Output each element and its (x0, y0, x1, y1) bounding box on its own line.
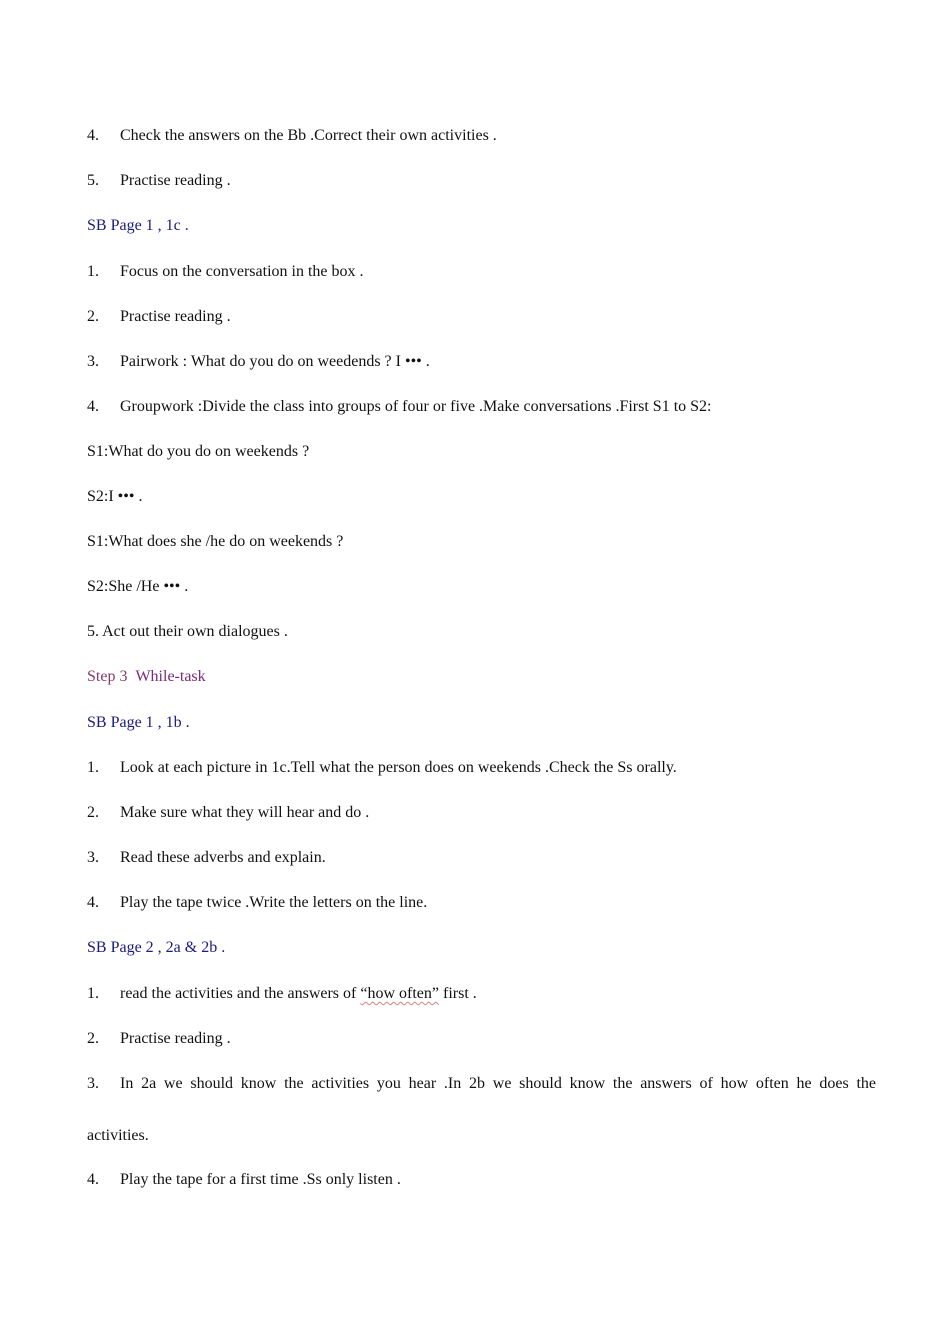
item-text: Practise reading . (120, 172, 231, 189)
step-title: While-task (135, 668, 206, 685)
list-item (87, 125, 876, 147)
item-text: Practise reading . (120, 1030, 231, 1047)
item-text: Make sure what they will hear and do . (120, 804, 370, 821)
list-item (87, 1028, 876, 1050)
list-item (87, 757, 876, 779)
item-number: 4. (87, 398, 99, 415)
quoted-phrase: “how often” (360, 985, 439, 1002)
step-heading (87, 666, 876, 688)
item-number: 3. (87, 353, 99, 370)
item-number: 4. (87, 127, 99, 144)
item-number: 2. (87, 308, 99, 325)
item-text-start: read the activities and the answers of (120, 985, 361, 1002)
list-item (87, 802, 876, 824)
item-text: Read these adverbs and explain. (120, 849, 326, 866)
dialogue-line: S2:She /He ••• . (87, 578, 189, 595)
section-heading: SB Page 1 , 1c . (87, 217, 189, 234)
list-item (87, 261, 876, 283)
paragraph: 5. Act out their own dialogues . (87, 623, 288, 640)
dialogue-line: S2:I ••• . (87, 488, 143, 505)
list-item (87, 306, 876, 328)
list-item (87, 983, 876, 1005)
item-text: Focus on the conversation in the box . (120, 263, 364, 280)
list-item (87, 351, 876, 373)
item-number: 4. (87, 1171, 99, 1188)
dialogue-line: S1:What do you do on weekends ? (87, 443, 310, 460)
item-text: Practise reading . (120, 308, 231, 325)
item-text-end: first . (439, 985, 477, 1002)
dialogue-line: S1:What does she /he do on weekends ? (87, 533, 344, 550)
justified-line (87, 1073, 876, 1095)
item-number: 4. (87, 894, 99, 911)
item-text: Look at each picture in 1c.Tell what the person does on weekends .Check the Ss orally. (120, 759, 677, 776)
item-number: 2. (87, 1030, 99, 1047)
section-heading: SB Page 2 , 2a & 2b . (87, 939, 226, 956)
item-number: 5. (87, 172, 99, 189)
item-number: 3. (87, 1075, 99, 1092)
list-item (87, 847, 876, 869)
list-item (87, 1169, 876, 1191)
item-text: Play the tape for a first time .Ss only listen . (120, 1171, 401, 1188)
list-item (87, 1073, 876, 1095)
item-continuation: activities. (87, 1127, 149, 1144)
item-number: 1. (87, 263, 99, 280)
item-number: 3. (87, 849, 99, 866)
item-text: Check the answers on the Bb .Correct their own activities . (120, 127, 497, 144)
list-item (87, 396, 876, 418)
item-text: Pairwork : What do you do on weedends ? I ••• . (120, 353, 430, 370)
step-label: Step 3 (87, 668, 128, 685)
list-item (87, 892, 876, 914)
item-text: Play the tape twice .Write the letters on the line. (120, 894, 428, 911)
item-text: In 2a we should know the activities you hear .In 2b we should know the answers of how often he does the (120, 1075, 876, 1092)
list-item (87, 170, 876, 192)
item-text: Groupwork :Divide the class into groups of four or five .Make conversations .First S1 to S2: (120, 398, 712, 415)
item-number: 1. (87, 759, 99, 776)
section-heading: SB Page 1 , 1b . (87, 714, 190, 731)
item-number: 1. (87, 985, 99, 1002)
item-number: 2. (87, 804, 99, 821)
